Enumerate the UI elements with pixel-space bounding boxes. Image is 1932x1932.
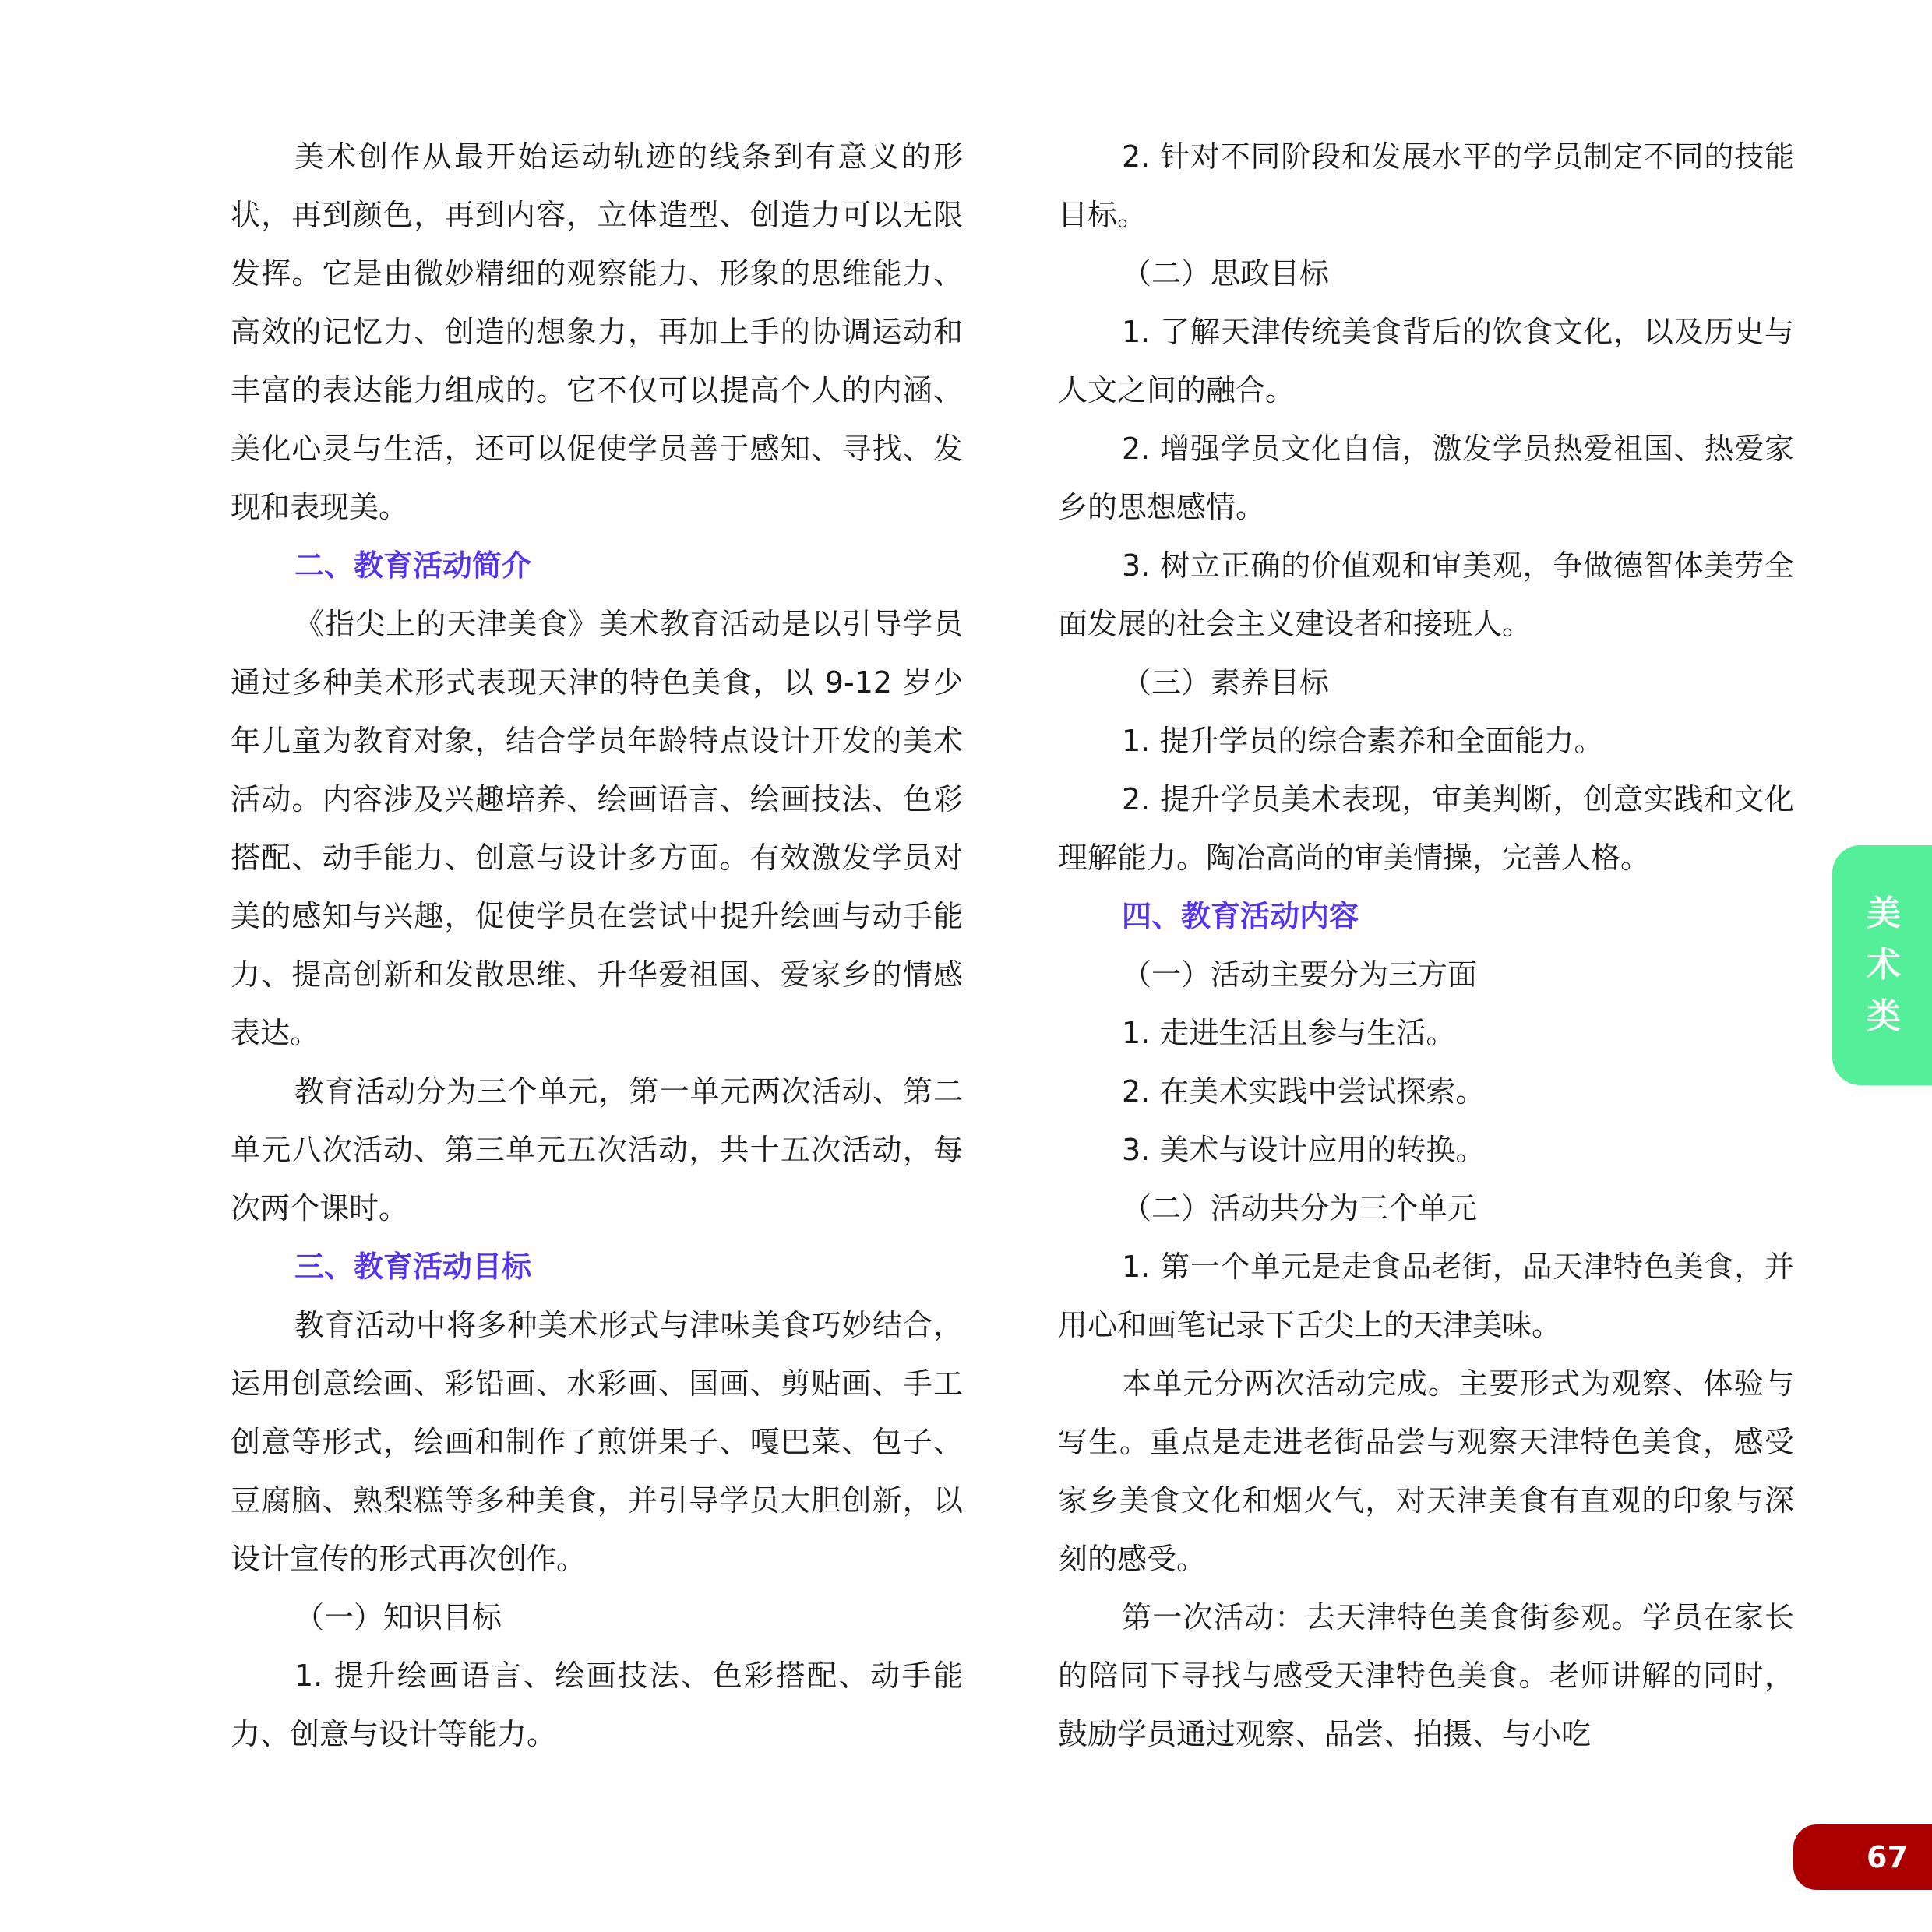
paragraph: （二）活动共分为三个单元 <box>1122 1191 1478 1225</box>
section-heading: 四、教育活动内容 <box>1122 899 1359 933</box>
paragraph: 3. 美术与设计应用的转换。 <box>1122 1133 1486 1167</box>
paragraph: 2. 增强学员文化自信，激发学员热爱祖国、热爱家乡的思想感情。 <box>1058 432 1794 524</box>
paragraph: 3. 树立正确的价值观和审美观，争做德智体美劳全面发展的社会主义建设者和接班人。 <box>1058 548 1794 641</box>
right-column <box>1058 128 1794 1764</box>
page-number: 67 <box>1793 1824 1932 1890</box>
paragraph: 2. 提升学员美术表现，审美判断，创意实践和文化理解能力。陶冶高尚的审美情操，完善人格。 <box>1058 782 1794 875</box>
paragraph: 1. 了解天津传统美食背后的饮食文化，以及历史与人文之间的融合。 <box>1058 315 1794 407</box>
paragraph: 教育活动分为三个单元，第一单元两次活动、第二单元八次活动、第三单元五次活动，共十五次活动，每次两个课时。 <box>231 1074 963 1225</box>
paragraph: 1. 走进生活且参与生活。 <box>1122 1016 1456 1050</box>
paragraph: （一）知识目标 <box>294 1600 502 1634</box>
side-tab-char: 美 <box>1867 894 1901 933</box>
left-column <box>231 128 963 1764</box>
section-heading: 二、教育活动简介 <box>294 548 532 583</box>
paragraph: 1. 第一个单元是走食品老街，品天津特色美食，并用心和画笔记录下舌尖上的天津美味。 <box>1058 1250 1794 1342</box>
paragraph: （二）思政目标 <box>1122 256 1330 291</box>
side-tab-char: 类 <box>1867 996 1901 1036</box>
side-tab-char: 术 <box>1867 945 1901 985</box>
paragraph: 1. 提升绘画语言、绘画技法、色彩搭配、动手能力、创意与设计等能力。 <box>231 1659 963 1751</box>
paragraph: 2. 在美术实践中尝试探索。 <box>1122 1074 1486 1109</box>
section-heading: 三、教育活动目标 <box>294 1250 532 1284</box>
category-side-tab <box>1832 845 1932 1085</box>
paragraph: 《指尖上的天津美食》美术教育活动是以引导学员通过多种美术形式表现天津的特色美食，以 9-12 岁少年儿童为教育对象，结合学员年龄特点设计开发的美术活动。内容涉及兴趣培养、绘画语言、绘画技法、色彩搭配、动手能力、创意与设计多方面。有效激发学员对美的感知与兴趣，促使学员在尝试中提升绘画与动手能力、提高创新和发散思维、升华爱祖国、爱家乡的情感表达。 <box>231 607 963 1050</box>
paragraph: 2. 针对不同阶段和发展水平的学员制定不同的技能目标。 <box>1058 139 1794 232</box>
paragraph: 1. 提升学员的综合素养和全面能力。 <box>1122 724 1604 758</box>
paragraph: 美术创作从最开始运动轨迹的线条到有意义的形状，再到颜色，再到内容，立体造型、创造力可以无限发挥。它是由微妙精细的观察能力、形象的思维能力、高效的记忆力、创造的想象力，再加上手的协调运动和丰富的表达能力组成的。它不仅可以提高个人的内涵、美化心灵与生活，还可以促使学员善于感知、寻找、发现和表现美。 <box>231 139 963 524</box>
paragraph: （三）素养目标 <box>1122 665 1330 700</box>
paragraph: 第一次活动：去天津特色美食街参观。学员在家长的陪同下寻找与感受天津特色美食。老师讲解的同时，鼓励学员通过观察、品尝、拍摄、与小吃 <box>1058 1600 1794 1751</box>
paragraph: 本单元分两次活动完成。主要形式为观察、体验与写生。重点是走进老街品尝与观察天津特色美食，感受家乡美食文化和烟火气，对天津美食有直观的印象与深刻的感受。 <box>1058 1366 1794 1576</box>
paragraph: （一）活动主要分为三方面 <box>1122 957 1478 992</box>
paragraph: 教育活动中将多种美术形式与津味美食巧妙结合，运用创意绘画、彩铅画、水彩画、国画、剪贴画、手工创意等形式，绘画和制作了煎饼果子、嘎巴菜、包子、豆腐脑、熟梨糕等多种美食，并引导学员大胆创新，以设计宣传的形式再次创作。 <box>231 1308 963 1576</box>
